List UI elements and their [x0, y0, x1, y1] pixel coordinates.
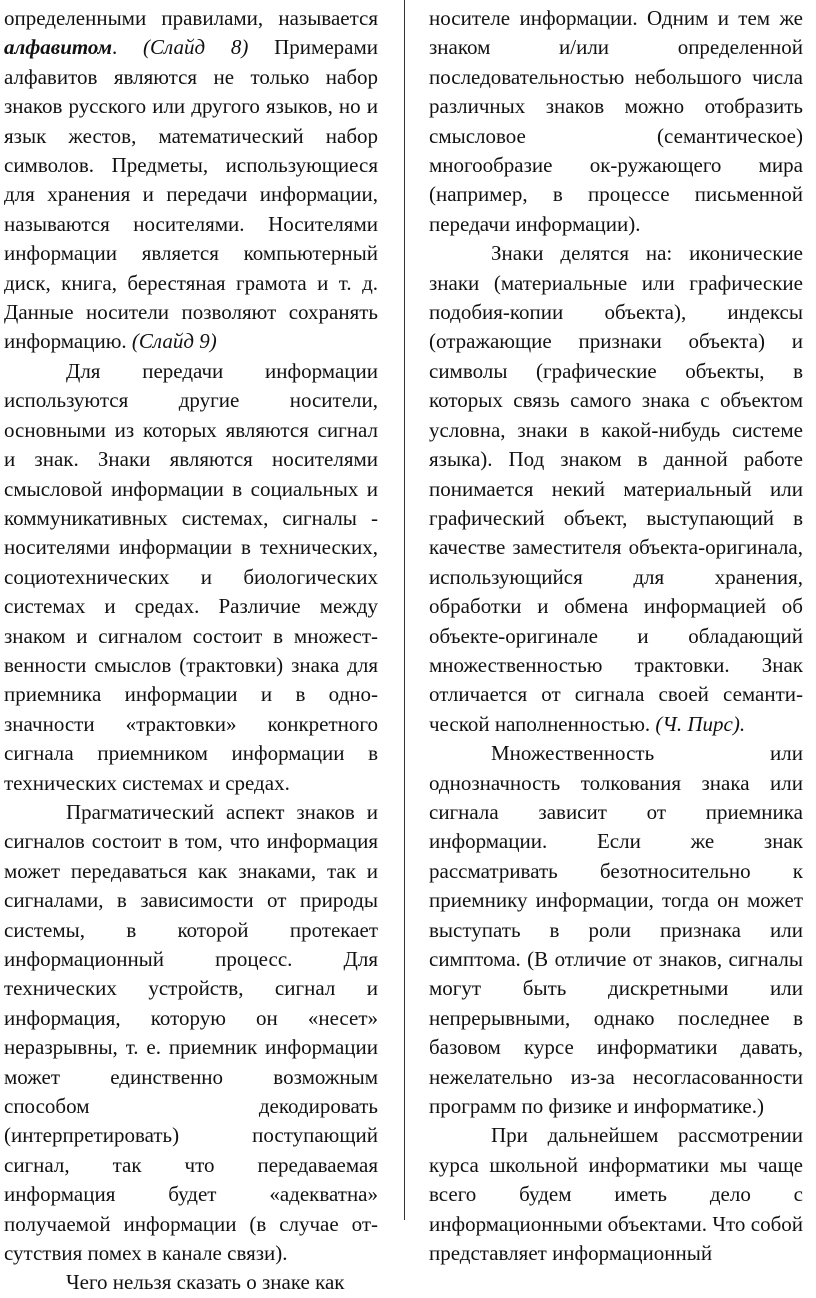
left-paragraph-2: Для передачи информации используются другие носители, основными из которых являются сигнал и знак. Знаки являются носителями смысловой информации в социальных и коммуникативных системах, сигналы - носителями информации в технических, социотехнических и биологических системах и средах. Различие между знаком и сигналом состоит в множест-венности смыслов (трактовки) знака для приемника информации и в одно-значности «трактовки» конкретного сигнала приемником информации в технических системах и средах. — [4, 358, 378, 795]
right-paragraph-2: Знаки делятся на: иконические знаки (материальные или графические подобия-копии объекта), индексы (отражающие признаки объекта) и символы (графические объекты, в которых связь самого знака с объектом условна, знаки в какой-нибудь системе языка). Под знаком в данной работе понимается некий материальный или графический объект, выступающий в качестве заместителя объекта-оригинала, использующийся для хранения, обработки и обмена информацией об объекте-оригинале и обладающий множественностью трактовки. Знак отличается от сигнала своей семанти-ческой наполненностью. (Ч. Пирс). — [429, 241, 803, 736]
left-column — [4, 4, 378, 1298]
right-column — [429, 4, 803, 1268]
slide-ref-9: (Слайд 9) — [131, 329, 217, 354]
right-paragraph-1: носителе информации. Одним и тем же знаком и/или определенной последовательностью небольшого числа различных знаков можно отобразить смысловое (семантическое) многообразие ок-ружающего мира (например, в процессе письменной передачи информации). — [429, 6, 803, 236]
right-paragraph-4: При дальнейшем рассмотрении курса школьной информатики мы чаще всего будем иметь дело с информационными объектами. Что собой представляет информационный — [429, 1123, 803, 1266]
slide-ref-8: (Слайд 8) — [143, 35, 249, 60]
column-divider — [404, 0, 405, 1220]
left-paragraph-3: Прагматический аспект знаков и сигналов состоит в том, что информация может передаваться как знаками, так и сигналами, в зависимости от природы системы, в которой протекает информационный процесс. Для технических устройств, сигнал и информация, которую он «несет» неразрывны, т. е. приемник информации может единственно возможным способом декодировать (интерпретировать) поступающий сигнал, так что передаваемая информация будет «адекватна» получаемой информации (в случае от-сутствия помех в канале связи). — [4, 799, 378, 1266]
right-paragraph-3: Множественность или однозначность толкования знака или сигнала зависит от приемника информации. Если же знак рассматривать безотносительно к приемнику информации, тогда он может выступать в роли признака или симптома. (В отличие от знаков, сигналы могут быть дискретными или непрерывными, однако последнее в базовом курсе информатики давать, нежелательно из-за несогласованности программ по физике и информатике.) — [429, 741, 803, 1119]
citation-peirce: (Ч. Пирс). — [655, 711, 746, 736]
left-paragraph-4: Чего нельзя сказать о знаке как — [66, 1270, 345, 1295]
term-alphabet: алфавитом — [4, 35, 113, 60]
left-paragraph-1: определенными правилами, называется алфавитом. (Слайд 8) Примерами алфавитов являются не только набор знаков русского или другого языков, но и язык жестов, математический набор символов. Предметы, использующиеся для хранения и передачи информации, называются носителями. Носителями информации является компьютерный диск, книга, берестяная грамота и т. д. Данные носители позволяют сохранять информацию. (Слайд 9) — [4, 6, 378, 354]
